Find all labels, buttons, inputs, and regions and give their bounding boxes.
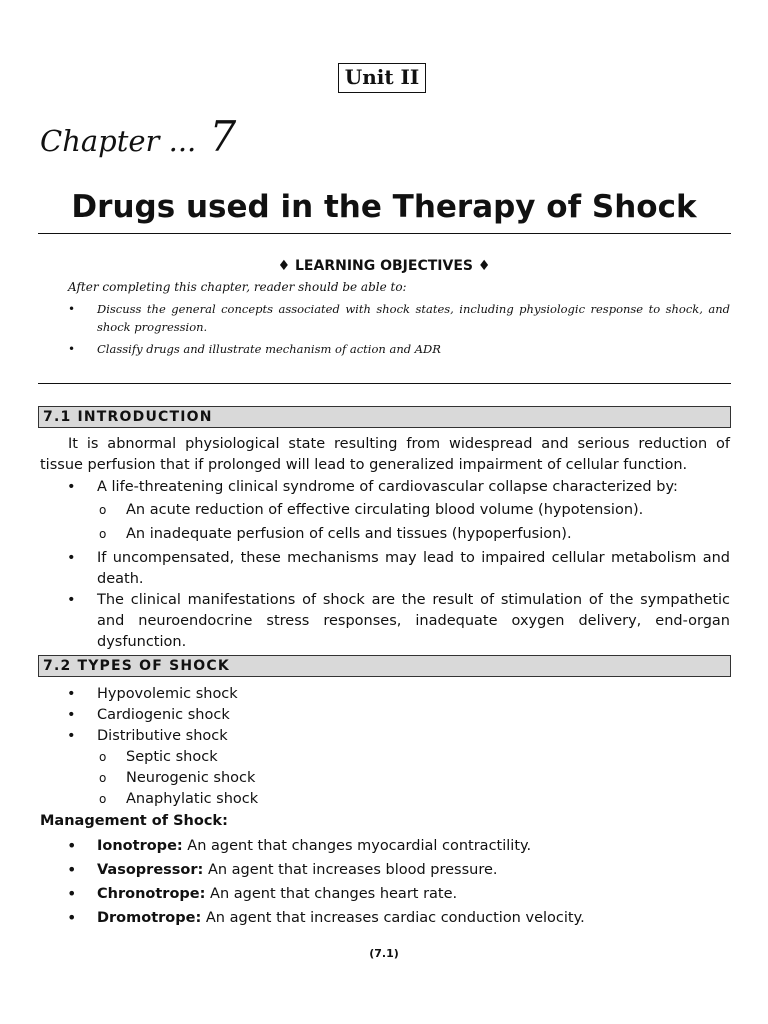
shock-type-text: Hypovolemic shock	[97, 686, 238, 702]
term: Chronotrope:	[97, 886, 206, 902]
page-title: Drugs used in the Therapy of Shock	[71, 189, 697, 225]
page-number: (7.1)	[369, 947, 399, 960]
bullet-icon: •	[67, 836, 77, 855]
shock-type-text: Anaphylatic shock	[126, 791, 259, 807]
learning-objectives-intro: After completing this chapter, reader should be able to:	[68, 280, 407, 294]
shock-types-list	[40, 684, 730, 810]
bullet-icon: •	[67, 860, 77, 879]
unit-label: Unit II	[338, 63, 426, 93]
introduction-paragraph: It is abnormal physiological state resulting from widespread and serious reduction of tissue perfusion that if prolonged will lead to generalized impairment of cellular function.	[40, 436, 730, 473]
list-item	[40, 882, 730, 906]
list-item	[40, 906, 730, 930]
bullet-icon: •	[67, 550, 76, 566]
bullet-text: A life-threatening clinical syndrome of cardiovascular collapse characterized by:	[97, 479, 678, 495]
bullet-icon: •	[67, 728, 76, 744]
list-item	[40, 789, 730, 810]
title-divider	[38, 233, 731, 234]
chapter-heading	[40, 112, 237, 163]
chapter-prefix: Chapter ...	[40, 124, 197, 158]
list-item	[40, 705, 730, 726]
shock-type-text: Distributive shock	[97, 728, 228, 744]
shock-type-text: Neurogenic shock	[126, 770, 256, 786]
bullet-icon: •	[67, 908, 77, 927]
bullet-icon: •	[67, 707, 76, 723]
sub-bullet-icon: o	[99, 750, 107, 764]
list-item	[40, 726, 730, 747]
introduction-bullet-list	[40, 477, 730, 653]
bullet-icon: •	[67, 479, 76, 495]
bullet-text: An acute reduction of effective circulating blood volume (hypotension).	[126, 502, 644, 518]
sub-bullet-icon: o	[99, 771, 107, 785]
definition: An agent that increases blood pressure.	[203, 862, 498, 878]
management-heading: Management of Shock:	[40, 813, 228, 829]
sub-bullet-icon: o	[99, 792, 107, 806]
list-item	[40, 524, 730, 545]
bullet-text: The clinical manifestations of shock are the result of stimulation of the sympathetic and neuroendocrine stress responses, inadequate oxygen delivery, end-organ dysfunction.	[97, 592, 730, 650]
definition: An agent that increases cardiac conduction velocity.	[201, 910, 585, 926]
objectives-divider	[38, 383, 731, 384]
list-item	[68, 340, 730, 358]
management-list	[40, 834, 730, 930]
bullet-icon: •	[68, 342, 76, 356]
section-heading-introduction: 7.1 INTRODUCTION	[38, 406, 731, 428]
shock-type-text: Septic shock	[126, 749, 218, 765]
list-item	[40, 834, 730, 858]
bullet-icon: •	[67, 592, 76, 608]
list-item	[68, 300, 730, 336]
learning-objectives-heading: ♦ LEARNING OBJECTIVES ♦	[277, 258, 491, 274]
definition: An agent that changes heart rate.	[205, 886, 458, 902]
list-item	[40, 548, 730, 590]
list-item	[40, 768, 730, 789]
section-heading-types-of-shock: 7.2 TYPES OF SHOCK	[38, 655, 731, 677]
learning-objectives-list	[68, 300, 730, 362]
list-item	[40, 590, 730, 653]
bullet-text: An inadequate perfusion of cells and tissues (hypoperfusion).	[126, 526, 572, 542]
sub-bullet-icon: o	[99, 527, 107, 541]
term: Ionotrope:	[97, 838, 183, 854]
bullet-text: If uncompensated, these mechanisms may lead to impaired cellular metabolism and death.	[97, 550, 730, 587]
bullet-icon: •	[68, 302, 76, 316]
list-item	[40, 858, 730, 882]
shock-type-text: Cardiogenic shock	[97, 707, 230, 723]
bullet-icon: •	[67, 686, 76, 702]
list-item	[40, 500, 730, 521]
term: Dromotrope:	[97, 910, 202, 926]
definition: An agent that changes myocardial contractility.	[182, 838, 532, 854]
chapter-number: 7	[209, 112, 237, 161]
list-item	[40, 747, 730, 768]
bullet-icon: •	[67, 884, 77, 903]
list-item	[40, 477, 730, 498]
sub-bullet-icon: o	[99, 503, 107, 517]
term: Vasopressor:	[97, 862, 204, 878]
list-item	[40, 684, 730, 705]
objective-text: Classify drugs and illustrate mechanism of action and ADR	[97, 342, 441, 356]
objective-text: Discuss the general concepts associated with shock states, including physiologic response to shock, and shock progression.	[97, 302, 730, 334]
